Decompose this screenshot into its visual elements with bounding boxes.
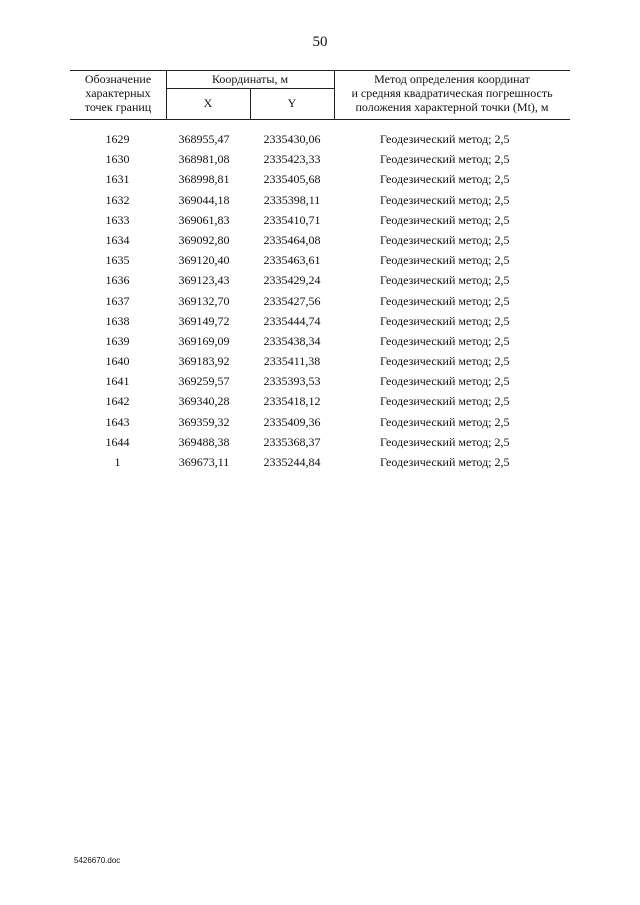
point-cell: 1639	[105, 333, 130, 348]
method-cell: Геодезический метод; 2,5	[380, 354, 510, 369]
x-coordinate-cell: 369061,83	[178, 212, 230, 227]
table-row	[0, 253, 640, 273]
method-cell: Геодезический метод; 2,5	[380, 273, 510, 288]
table-body	[0, 132, 640, 475]
y-coordinate-cell: 2335444,74	[263, 313, 321, 328]
header-x: X	[203, 96, 213, 110]
header-method-line: положения характерной точки (Mt), м	[355, 100, 549, 114]
header-y: Y	[287, 96, 297, 110]
y-coordinate-cell: 2335430,06	[263, 132, 321, 146]
document-filename: 5426670.doc	[74, 856, 121, 865]
method-cell: Геодезический метод; 2,5	[380, 394, 510, 409]
table-row	[0, 132, 640, 152]
table-row	[0, 213, 640, 233]
x-coordinate-cell: 369132,70	[178, 293, 230, 308]
y-coordinate-cell: 2335410,71	[263, 212, 321, 227]
method-cell: Геодезический метод; 2,5	[380, 172, 510, 187]
point-cell: 1634	[105, 232, 130, 247]
y-coordinate-cell: 2335411,38	[263, 354, 321, 369]
x-coordinate-cell: 369259,57	[178, 374, 230, 389]
point-cell: 1642	[105, 394, 130, 409]
x-coordinate-cell: 369092,80	[178, 232, 230, 247]
x-coordinate-cell: 369123,43	[178, 273, 230, 288]
table-row	[0, 334, 640, 354]
page-number: 50	[312, 34, 328, 50]
x-coordinate-cell: 369169,09	[178, 333, 230, 348]
method-cell: Геодезический метод; 2,5	[380, 333, 510, 348]
x-coordinate-cell: 368955,47	[178, 132, 230, 146]
x-coordinate-cell: 369120,40	[178, 253, 230, 268]
method-cell: Геодезический метод; 2,5	[380, 414, 510, 429]
method-cell: Геодезический метод; 2,5	[380, 232, 510, 247]
point-cell: 1636	[105, 273, 130, 288]
table-row	[0, 354, 640, 374]
point-cell: 1630	[105, 152, 130, 167]
table-row	[0, 455, 640, 475]
method-cell: Геодезический метод; 2,5	[380, 434, 510, 449]
table-row	[0, 193, 640, 213]
y-coordinate-cell: 2335405,68	[263, 172, 321, 187]
point-cell: 1632	[105, 192, 130, 207]
header-method-line: и средняя квадратическая погрешность	[351, 86, 553, 100]
method-cell: Геодезический метод; 2,5	[380, 374, 510, 389]
point-cell: 1637	[105, 293, 130, 308]
method-cell: Геодезический метод; 2,5	[380, 293, 510, 308]
y-coordinate-cell: 2335429,24	[263, 273, 321, 288]
table-row	[0, 233, 640, 253]
method-cell: Геодезический метод; 2,5	[380, 455, 510, 469]
x-coordinate-cell: 368981,08	[178, 152, 230, 167]
header-method-line: Метод определения координат	[374, 72, 530, 86]
y-coordinate-cell: 2335463,61	[263, 253, 321, 268]
x-coordinate-cell: 369183,92	[178, 354, 230, 369]
table-row	[0, 415, 640, 435]
y-coordinate-cell: 2335409,36	[263, 414, 321, 429]
x-coordinate-cell: 369044,18	[178, 192, 230, 207]
header-top-rule	[70, 70, 570, 71]
point-cell: 1638	[105, 313, 130, 328]
y-coordinate-cell: 2335464,08	[263, 232, 321, 247]
y-coordinate-cell: 2335423,33	[263, 152, 321, 167]
y-coordinate-cell: 2335398,11	[263, 192, 321, 207]
x-coordinate-cell: 369340,28	[178, 394, 230, 409]
x-coordinate-cell: 369149,72	[178, 313, 230, 328]
x-coordinate-cell: 369673,11	[178, 455, 230, 469]
table-row	[0, 314, 640, 334]
table-row	[0, 394, 640, 414]
method-cell: Геодезический метод; 2,5	[380, 192, 510, 207]
y-coordinate-cell: 2335244,84	[263, 455, 321, 469]
table-row	[0, 172, 640, 192]
header-coordinates: Координаты, м	[211, 72, 289, 86]
y-coordinate-cell: 2335418,12	[263, 394, 321, 409]
y-coordinate-cell: 2335393,53	[263, 374, 321, 389]
method-cell: Геодезический метод; 2,5	[380, 253, 510, 268]
point-cell: 1643	[105, 414, 130, 429]
point-cell: 1	[114, 455, 121, 469]
header-point-line: Обозначение	[84, 72, 152, 86]
x-coordinate-cell: 369359,32	[178, 414, 230, 429]
y-coordinate-cell: 2335368,37	[263, 434, 321, 449]
table-row	[0, 152, 640, 172]
point-cell: 1635	[105, 253, 130, 268]
point-cell: 1633	[105, 212, 130, 227]
point-cell: 1631	[105, 172, 130, 187]
x-coordinate-cell: 368998,81	[178, 172, 230, 187]
table-row	[0, 294, 640, 314]
point-cell: 1640	[105, 354, 130, 369]
method-cell: Геодезический метод; 2,5	[380, 132, 510, 146]
header-method	[334, 72, 570, 114]
point-cell: 1629	[105, 132, 130, 146]
method-cell: Геодезический метод; 2,5	[380, 152, 510, 167]
table-header	[70, 70, 570, 120]
header-point-line: характерных	[85, 86, 151, 100]
table-row	[0, 374, 640, 394]
header-point-designation	[70, 72, 166, 114]
point-cell: 1644	[105, 434, 130, 449]
point-cell: 1641	[105, 374, 130, 389]
table-row	[0, 435, 640, 455]
y-coordinate-cell: 2335438,34	[263, 333, 321, 348]
method-cell: Геодезический метод; 2,5	[380, 313, 510, 328]
table-row	[0, 273, 640, 293]
y-coordinate-cell: 2335427,56	[263, 293, 321, 308]
x-coordinate-cell: 369488,38	[178, 434, 230, 449]
method-cell: Геодезический метод; 2,5	[380, 212, 510, 227]
header-point-line: точек границ	[84, 100, 152, 114]
header-bottom-rule	[70, 119, 570, 120]
